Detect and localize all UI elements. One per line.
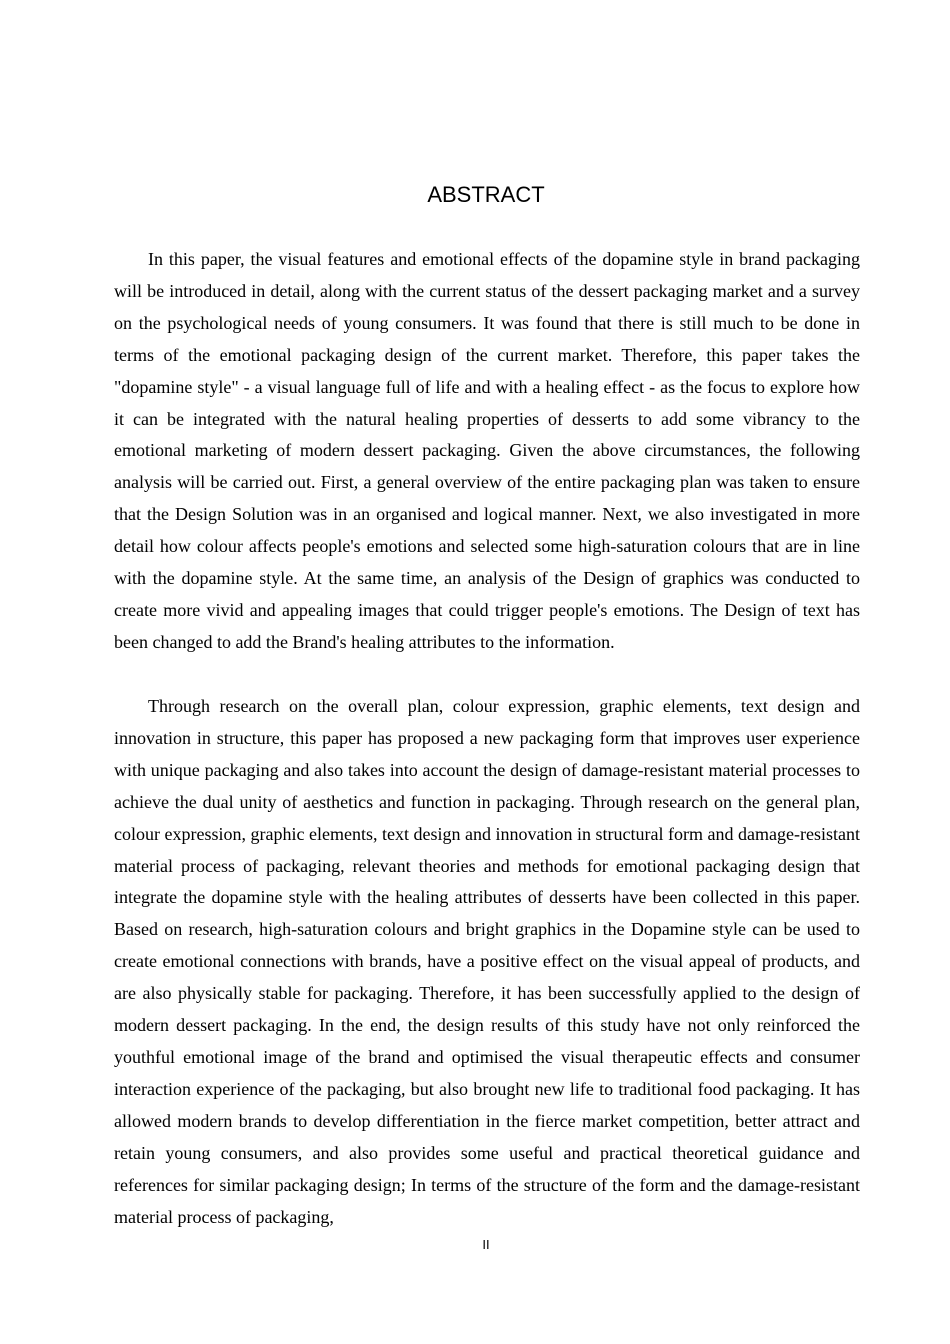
page-number: II [482, 1237, 490, 1252]
abstract-heading: ABSTRACT [427, 182, 545, 207]
abstract-paragraph-2: Through research on the overall plan, colour expression, graphic elements, text design and innovation in structure, this paper has proposed a new packaging form that improves user experience with unique packaging and also takes into account the design of damage-resistant material processes to achieve the dual unity of aesthetics and function in packaging. Through research on the general plan, colour expression, graphic elements, text design and innovation in structural form and damage-resistant material process of packaging, relevant theories and methods for emotional packaging design that integrate the dopamine style with the healing attributes of desserts have been collected in this paper. Based on research, high-saturation colours and bright graphics in the Dopamine style can be used to create emotional connections with brands, have a positive effect on the visual appeal of products, and are also physically stable for packaging. Therefore, it has been successfully applied to the design of modern dessert packaging. In the end, the design results of this study have not only reinforced the youthful emotional image of the brand and optimised the visual therapeutic effects and consumer interaction experience of the packaging, but also brought new life to traditional food packaging. It has allowed modern brands to develop differentiation in the fierce market competition, better attract and retain young consumers, and also provides some useful and practical theoretical guidance and references for similar packaging design; In terms of the structure of the form and the damage-resistant material process of packaging, [114, 696, 860, 1227]
abstract-paragraph-1: In this paper, the visual features and emotional effects of the dopamine style in brand packaging will be introduced in detail, along with the current status of the dessert packaging market and a survey on the psychological needs of young consumers. It was found that there is still much to be done in terms of the emotional packaging design of the current market. Therefore, this paper takes the "dopamine style" - a visual language full of life and with a healing effect - as the focus to explore how it can be integrated with the natural healing properties of desserts to add some vibrancy to the emotional marketing of modern dessert packaging. Given the above circumstances, the following analysis will be carried out. First, a general overview of the entire packaging plan was taken to ensure that the Design Solution was in an organised and logical manner. Next, we also investigated in more detail how colour affects people's emotions and selected some high-saturation colours that are in line with the dopamine style. At the same time, an analysis of the Design of graphics was conducted to create more vivid and appealing images that could trigger people's emotions. The Design of text has been changed to add the Brand's healing attributes to the information. [114, 249, 860, 652]
